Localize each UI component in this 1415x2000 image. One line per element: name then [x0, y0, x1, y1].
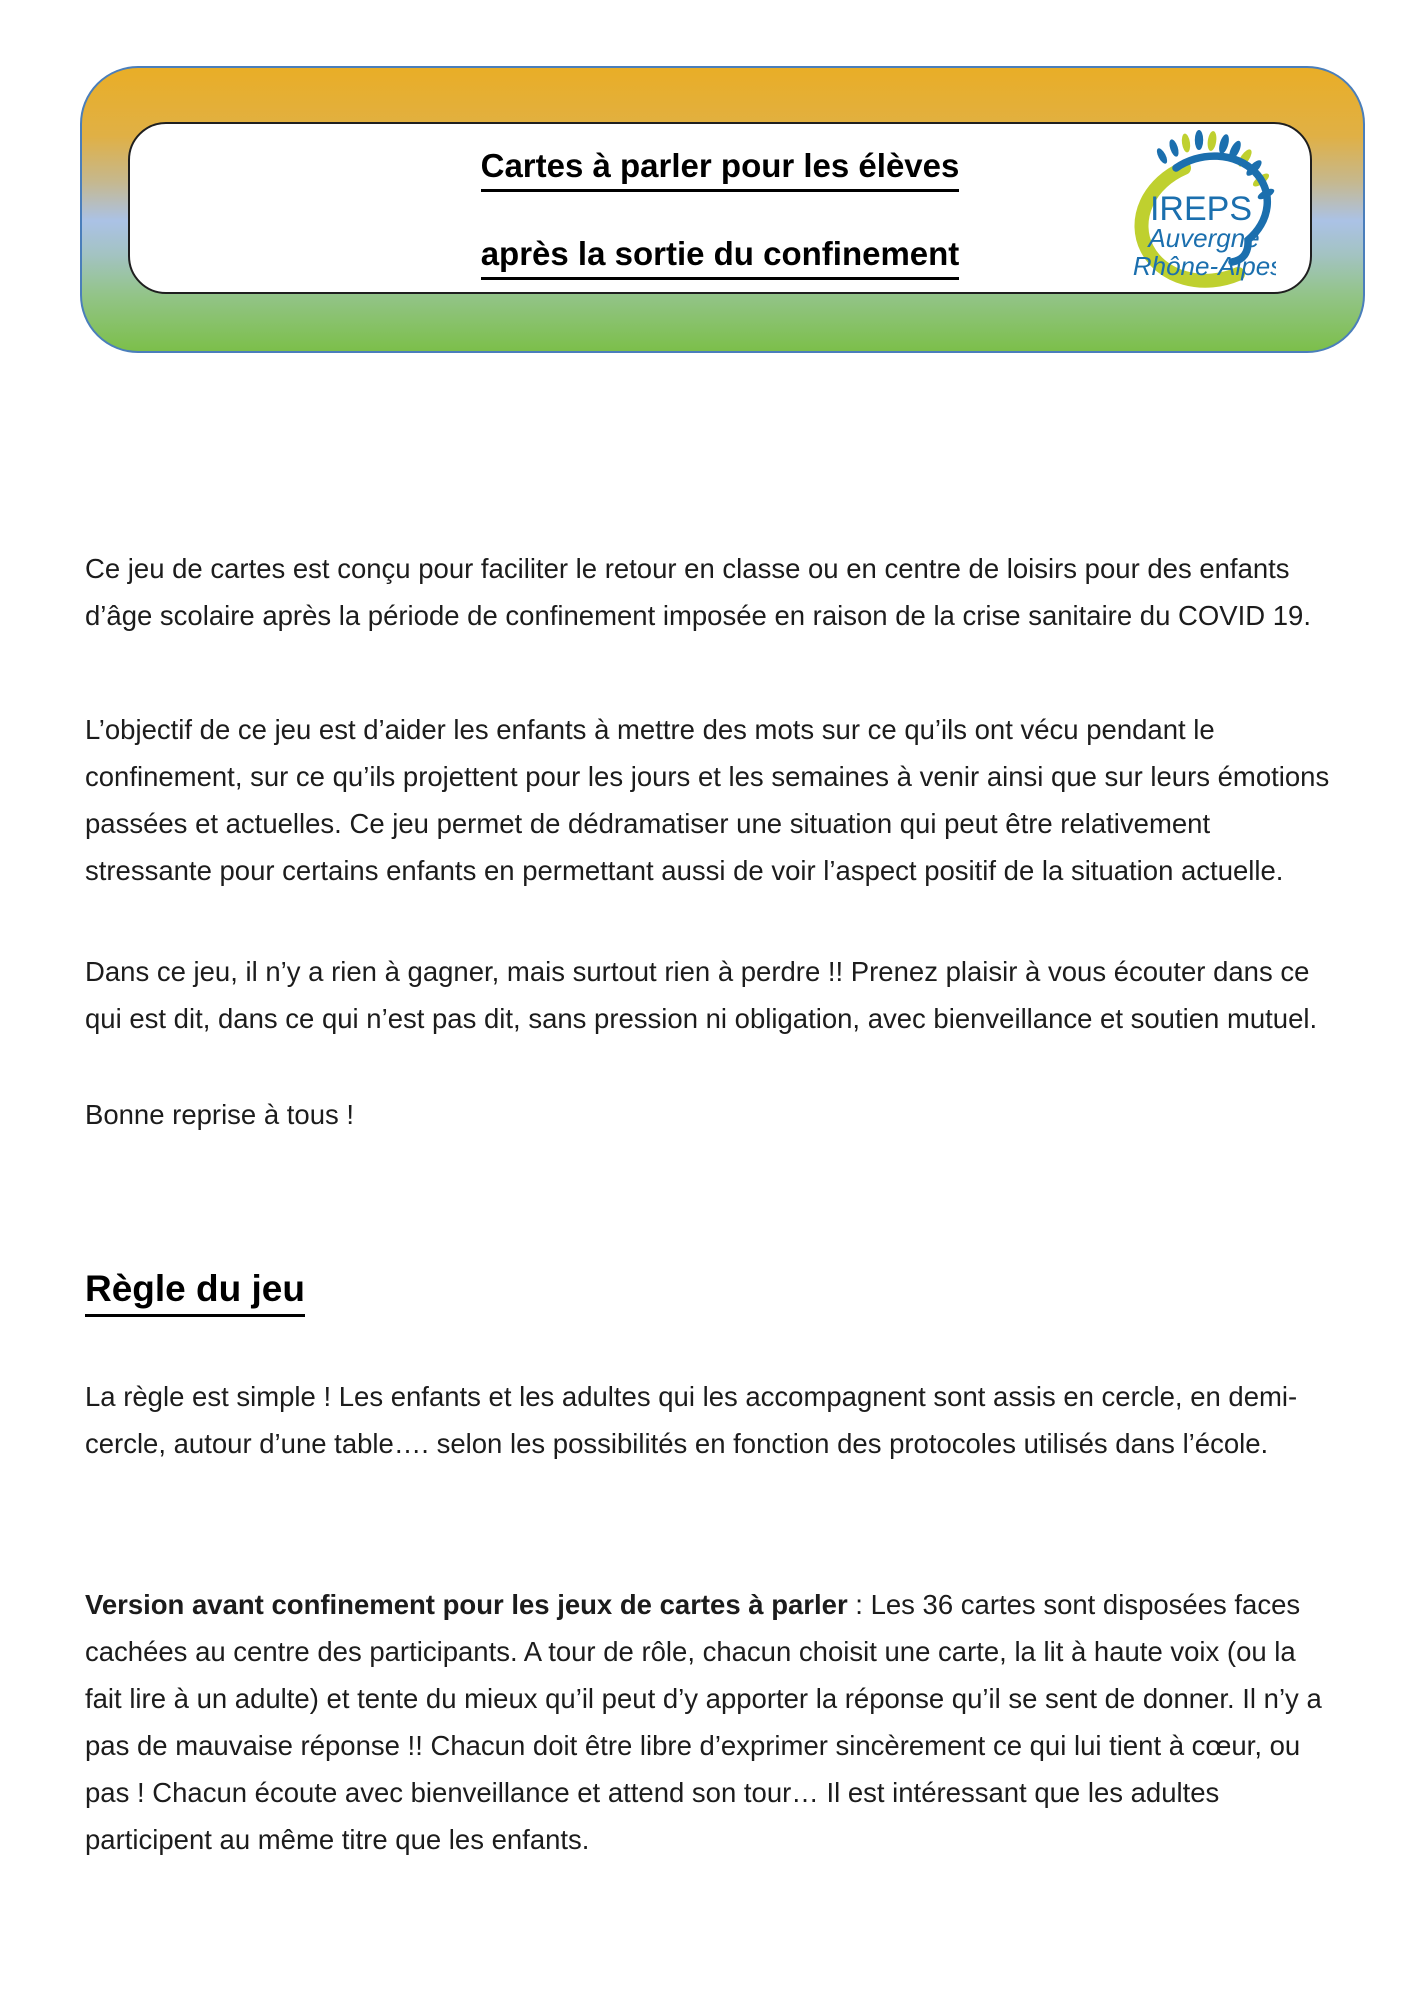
rules-paragraph-2: [85, 1581, 1333, 1863]
rules-version-body: Les 36 cartes sont disposées faces cachées au centre des participants. A tour de rôle, chacun choisit une carte, la lit à haute voix (ou la fait lire à un adulte) et tente du mieux qu’il peut d’y apporter la réponse qu’il se sent de donner. Il n’y a pas de mauvaise réponse !! Chacun doit être libre d’exprimer sincèrement ce qui lui tient à cœur, ou pas ! Chacun écoute avec bienveillance et attend son tour… Il est intéressant que les adultes participent au même titre que les enfants.: [85, 1588, 1322, 1855]
logo-region-line2: Rhône-Alpes: [1132, 251, 1276, 281]
header-card: [128, 122, 1312, 294]
intro-paragraph-2: L’objectif de ce jeu est d’aider les enfants à mettre des mots sur ce qu’ils ont vécu pendant le confinement, sur ce qu’ils projettent pour les jours et les semaines à venir ainsi que sur leurs émotions passées et actuelles. Ce jeu permet de dédramatiser une situation qui peut être relativement stressante pour certains enfants en permettant aussi de voir l’aspect positif de la situation actuelle.: [85, 713, 1330, 886]
rules-version-label: Version avant confinement pour les jeux de cartes à parler: [85, 1588, 848, 1620]
page-title-line1: Cartes à parler pour les élèves: [130, 146, 1310, 192]
header-banner: [80, 66, 1365, 353]
ireps-logo: [1104, 128, 1276, 290]
ireps-logo-icon: [1104, 128, 1276, 290]
rules-paragraph-1: La règle est simple ! Les enfants et les adultes qui les accompagnent sont assis en cercle, en demi-cercle, autour d’une table…. selon les possibilités en fonction des protocoles utilisés dans l’école.: [85, 1380, 1298, 1459]
logo-region-line1: Auvergne: [1148, 223, 1260, 253]
intro-paragraph-3: Dans ce jeu, il n’y a rien à gagner, mais surtout rien à perdre !! Prenez plaisir à vous écouter dans ce qui est dit, dans ce qui n’est pas dit, sans pression ni obligation, avec bienveillance et soutien mutuel.: [85, 955, 1318, 1034]
intro-paragraph-4: Bonne reprise à tous !: [85, 1098, 355, 1130]
rules-version-separator: :: [847, 1588, 871, 1620]
logo-org-text: IREPS: [1149, 190, 1253, 228]
intro-paragraph-1: Ce jeu de cartes est conçu pour faciliter le retour en classe ou en centre de loisirs pour des enfants d’âge scolaire après la période de confinement imposée en raison de la crise sanitaire du COVID 19.: [85, 552, 1311, 631]
rules-heading: Règle du jeu: [85, 1268, 305, 1317]
page-title-line2: après la sortie du confinement: [130, 234, 1310, 280]
